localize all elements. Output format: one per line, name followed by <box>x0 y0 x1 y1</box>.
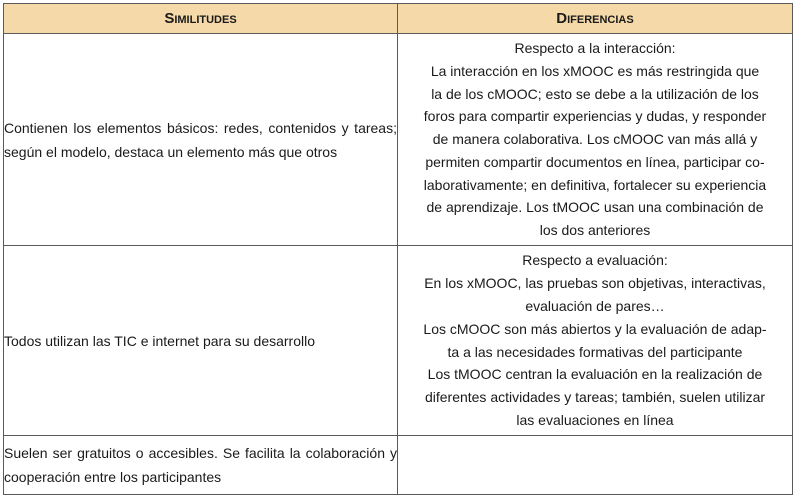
header-similitudes: Similitudes <box>4 4 398 34</box>
diferencia-cell <box>398 246 793 436</box>
diferencia-line: La interacción en los xMOOC es más restringida que <box>430 62 760 79</box>
diferencia-line: foros para compartir experiencias y dudas, y responder <box>423 108 767 125</box>
diferencia-line: los dos anteriores <box>539 222 651 239</box>
diferencia-line: En los xMOOC, las pruebas son objetivas, interactivas, <box>424 275 766 292</box>
diferencia-line: de aprendizaje. Los tMOOC usan una combinación de <box>426 199 764 216</box>
diferencia-line: Respecto a evaluación: <box>522 252 668 269</box>
header-row <box>4 4 793 34</box>
similitud-cell: Contienen los elementos básicos: redes, contenidos y tareas; según el modelo, destaca un elemento más que otros <box>4 34 398 246</box>
similitud-cell: Todos utilizan las TIC e internet para su desarrollo <box>4 246 398 436</box>
diferencia-cell <box>398 34 793 246</box>
diferencia-line: ta a las necesidades formativas del participante <box>447 343 743 360</box>
header-diferencias: Diferencias <box>398 4 793 34</box>
diferencia-line: Los cMOOC son más abiertos y la evaluación de adap- <box>423 320 767 337</box>
diferencia-line: evaluación de pares… <box>525 297 665 314</box>
table-row <box>4 246 793 436</box>
table-row <box>4 436 793 495</box>
diferencia-line: diferentes actividades y tareas; también, suelen utilizar <box>424 389 766 406</box>
diferencia-line: laborativamente; en definitiva, fortalecer su experiencia <box>423 176 767 193</box>
diferencia-line: Respecto a la interacción: <box>514 39 676 56</box>
diferencia-line: la de los cMOOC; esto se debe a la utilización de los <box>431 85 759 102</box>
diferencia-line: de manera colaborativa. Los cMOOC van más allá y <box>432 131 758 148</box>
diferencia-line: permiten compartir documentos en línea, participar co- <box>425 153 765 170</box>
diferencia-cell-empty <box>398 436 793 495</box>
diferencia-line: Los tMOOC centran la evaluación en la realización de <box>427 366 763 383</box>
diferencia-line: las evaluaciones en línea <box>516 411 674 428</box>
table-row <box>4 34 793 246</box>
similitud-cell: Suelen ser gratuitos o accesibles. Se facilita la colaboración y cooperación entre los participantes <box>4 436 398 495</box>
comparison-table <box>3 3 793 495</box>
